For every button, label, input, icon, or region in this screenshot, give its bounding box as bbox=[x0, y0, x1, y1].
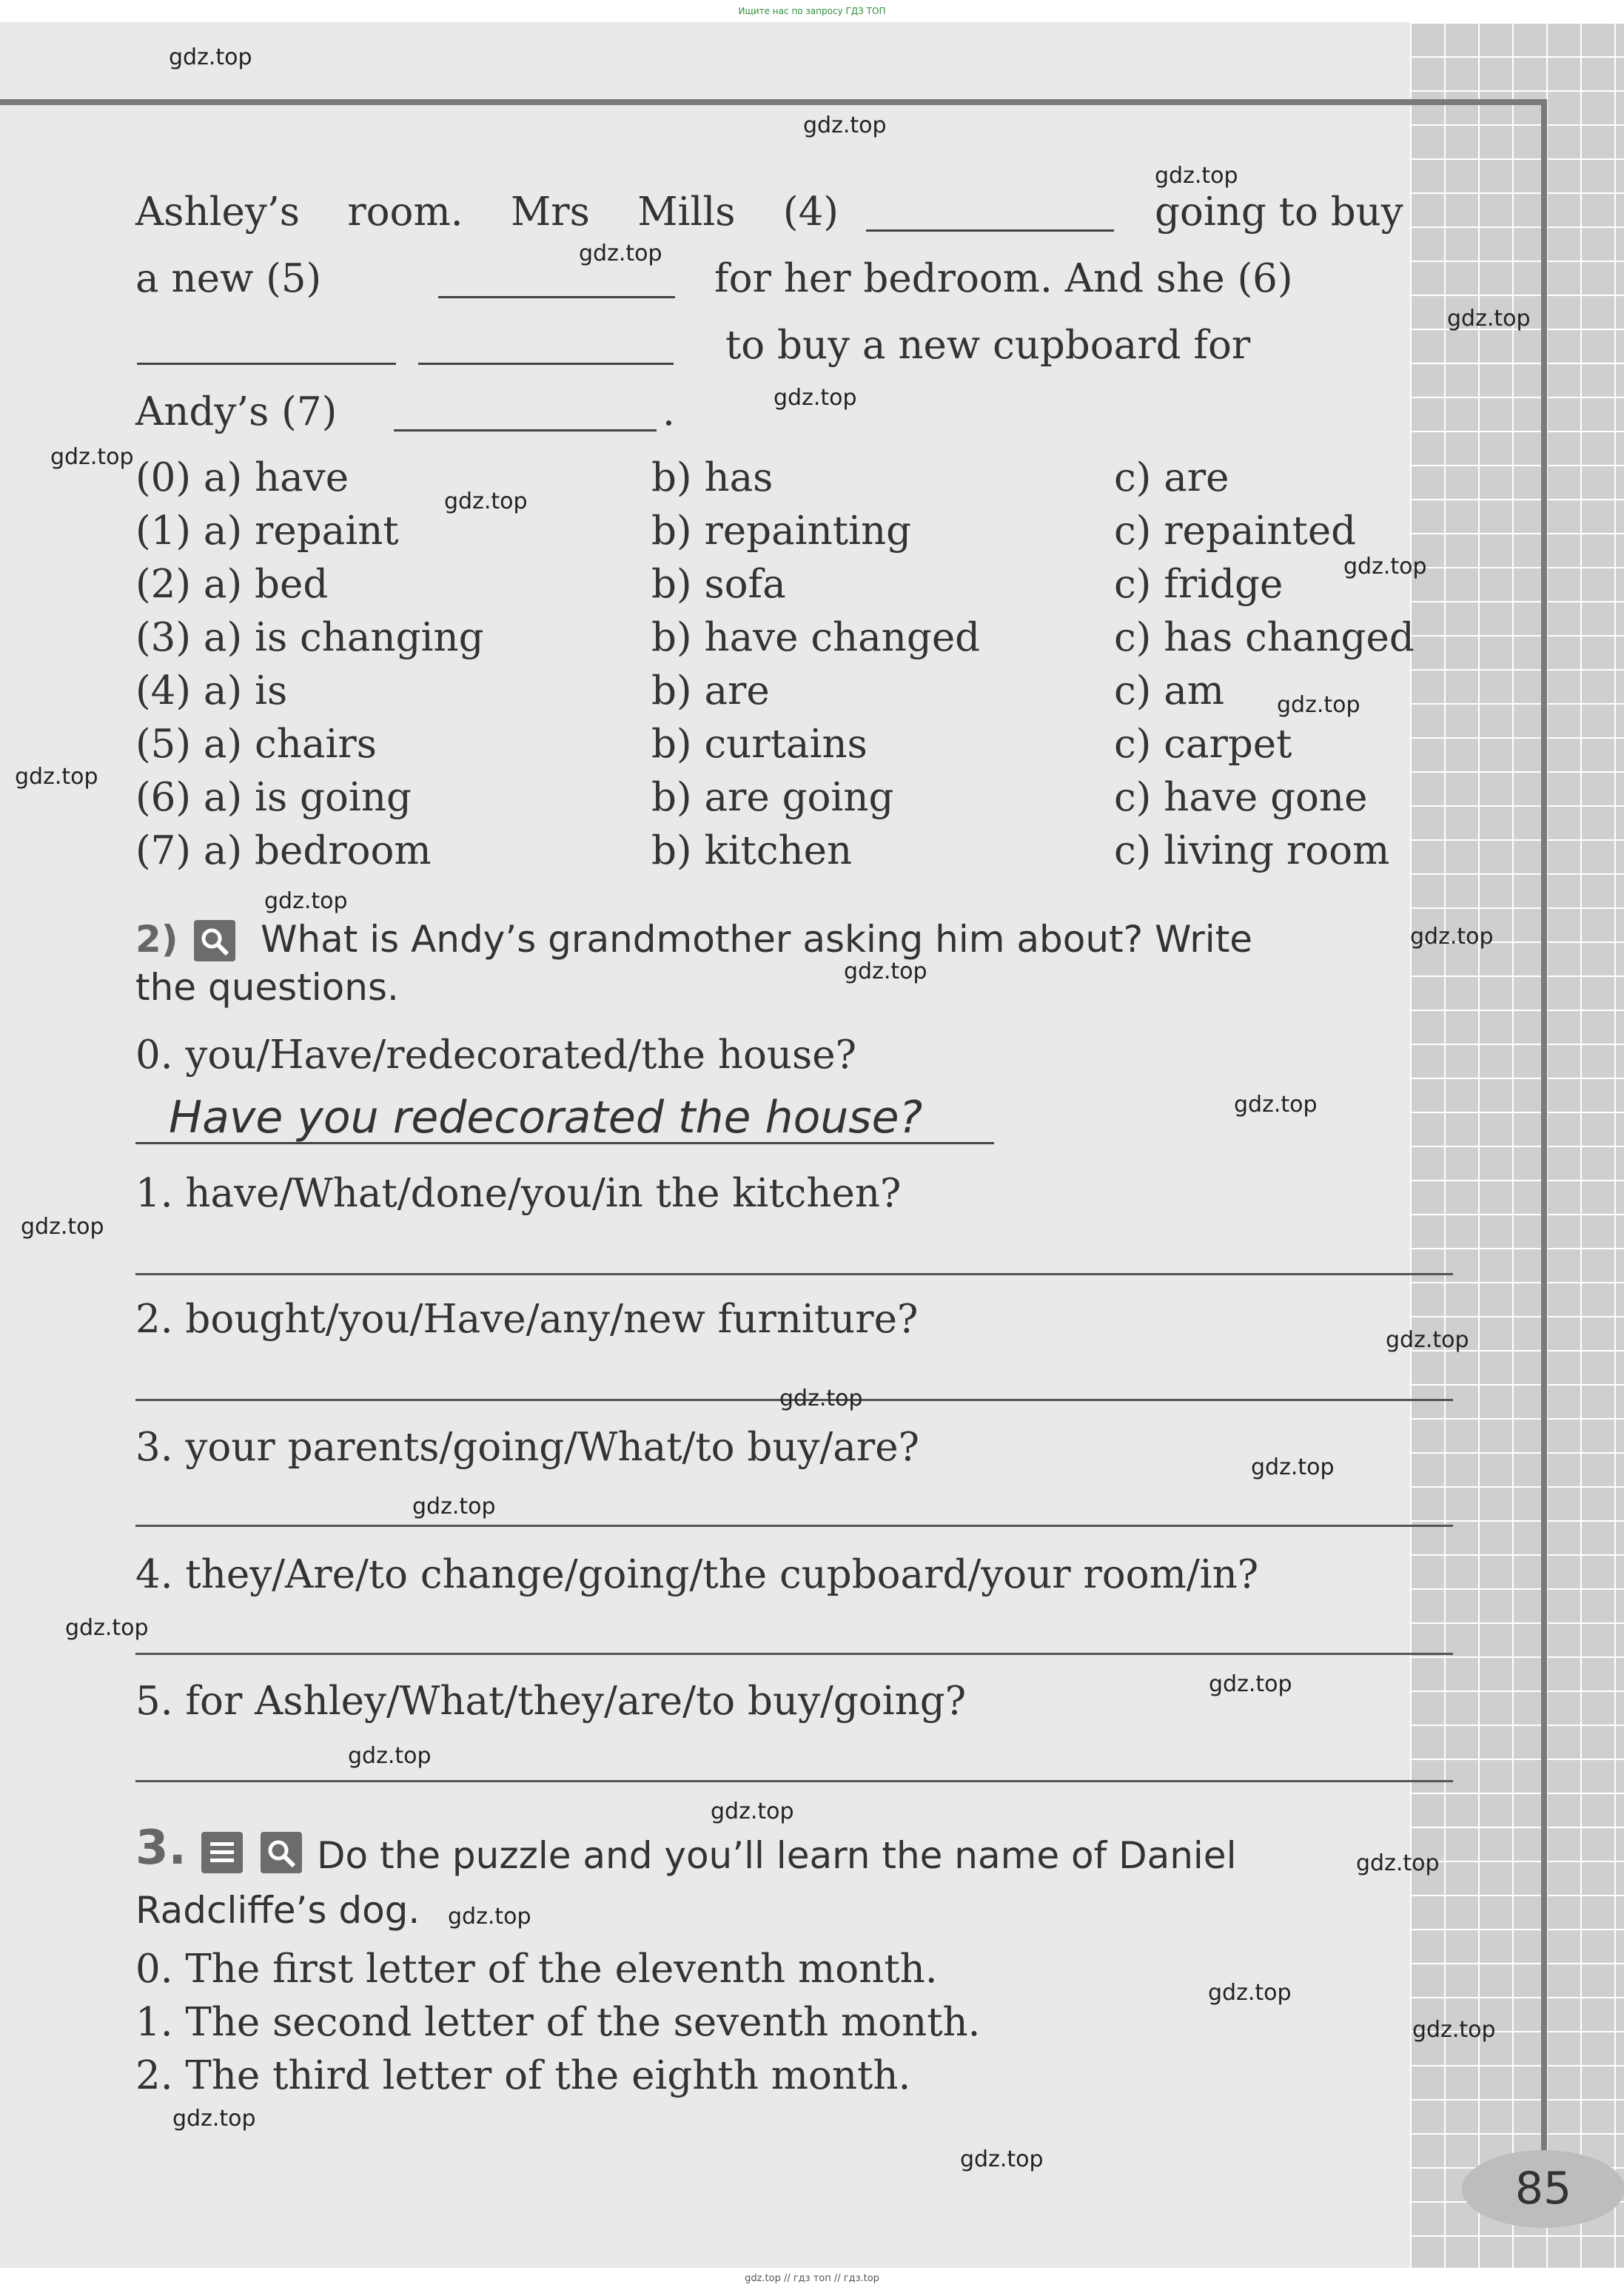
answer-line-1[interactable] bbox=[135, 1273, 1453, 1275]
question-5-prompt: 5. for Ashley/What/they/are/to buy/going? bbox=[135, 1679, 967, 1724]
exercise-2-instruction-cont: the questions. bbox=[135, 966, 399, 1009]
blank-4 bbox=[866, 229, 1114, 232]
watermark: gdz.top bbox=[1343, 554, 1427, 580]
option-6-a: (6) a) is going bbox=[135, 775, 412, 820]
option-4-c: c) am bbox=[1114, 668, 1225, 713]
question-1-prompt: 1. have/What/done/you/in the kitchen? bbox=[135, 1171, 902, 1216]
watermark: gdz.top bbox=[169, 44, 252, 70]
question-2-prompt: 2. bought/you/Have/any/new furniture? bbox=[135, 1297, 919, 1342]
option-2-b: b) sofa bbox=[651, 562, 786, 607]
option-1-a: (1) a) repaint bbox=[135, 508, 399, 554]
watermark: gdz.top bbox=[65, 1615, 149, 1641]
watermark: gdz.top bbox=[1155, 163, 1238, 189]
option-7-b: b) kitchen bbox=[651, 828, 853, 873]
exercise-3-instruction: Do the puzzle and you’ll learn the name of Daniel bbox=[317, 1834, 1237, 1877]
option-1-b: b) repainting bbox=[651, 508, 912, 554]
passage-end: . bbox=[662, 389, 675, 434]
watermark: gdz.top bbox=[1209, 1671, 1292, 1697]
option-0-b: b) has bbox=[651, 455, 774, 500]
answer-line-3[interactable] bbox=[135, 1525, 1453, 1527]
passage-line-1: Ashley’s room. Mrs Mills (4) bbox=[135, 189, 839, 235]
watermark: gdz.top bbox=[1208, 1980, 1292, 2006]
decorative-grid bbox=[1410, 22, 1624, 2268]
option-2-a: (2) a) bed bbox=[135, 562, 329, 607]
watermark: gdz.top bbox=[803, 113, 887, 138]
clue-0: 0. The first letter of the eleventh month. bbox=[135, 1947, 938, 1992]
watermark: gdz.top bbox=[1386, 1327, 1469, 1353]
exercise-3-number: 3. bbox=[135, 1821, 187, 1876]
option-5-c: c) carpet bbox=[1114, 722, 1292, 767]
passage-line-2-end: for her bedroom. And she (6) bbox=[714, 256, 1293, 301]
watermark: gdz.top bbox=[412, 1494, 496, 1520]
search-icon bbox=[261, 1832, 302, 1873]
option-4-b: b) are bbox=[651, 668, 770, 713]
watermark: gdz.top bbox=[1356, 1850, 1440, 1876]
answer-line-4[interactable] bbox=[135, 1653, 1453, 1655]
option-1-c: c) repainted bbox=[1114, 508, 1357, 554]
exercise-2-number: 2) bbox=[135, 918, 178, 961]
answer-line-5[interactable] bbox=[135, 1780, 1453, 1782]
watermark: gdz.top bbox=[779, 1386, 863, 1411]
watermark: gdz.top bbox=[579, 241, 662, 266]
question-4-prompt: 4. they/Are/to change/going/the cupboard/your room/in? bbox=[135, 1552, 1259, 1597]
option-0-a: (0) a) have bbox=[135, 455, 349, 500]
list-icon bbox=[201, 1832, 243, 1873]
blank-6b bbox=[418, 363, 674, 365]
exercise-2-instruction: What is Andy’s grandmother asking him about? Write bbox=[261, 918, 1253, 961]
option-3-b: b) have changed bbox=[651, 615, 981, 660]
question-3-prompt: 3. your parents/going/What/to buy/are? bbox=[135, 1425, 919, 1470]
passage-line-1-end: going to buy bbox=[1155, 189, 1403, 235]
blank-6a bbox=[137, 363, 396, 365]
watermark: gdz.top bbox=[15, 764, 98, 790]
footer-links bbox=[0, 2268, 1624, 2290]
watermark: gdz.top bbox=[50, 444, 134, 470]
watermark: gdz.top bbox=[1234, 1092, 1318, 1118]
option-4-a: (4) a) is bbox=[135, 668, 288, 713]
passage-line-3: to buy a new cupboard for bbox=[725, 323, 1251, 368]
watermark: gdz.top bbox=[444, 488, 528, 514]
watermark: gdz.top bbox=[448, 1904, 531, 1930]
passage-line-2-start: a new (5) bbox=[135, 256, 322, 301]
question-0-answer: Have you redecorated the house? bbox=[169, 1092, 923, 1144]
watermark: gdz.top bbox=[1447, 306, 1531, 332]
watermark: gdz.top bbox=[1277, 692, 1360, 718]
exercise-3-instruction-cont: Radcliffe’s dog. bbox=[135, 1889, 420, 1932]
clue-2: 2. The third letter of the eighth month. bbox=[135, 2053, 911, 2098]
option-6-c: c) have gone bbox=[1114, 775, 1368, 820]
watermark: gdz.top bbox=[1410, 924, 1494, 950]
watermark: gdz.top bbox=[774, 385, 857, 411]
footer-link-text[interactable]: gdz.top // гдз топ // гдз.top bbox=[745, 2273, 879, 2284]
watermark: gdz.top bbox=[960, 2146, 1044, 2172]
option-7-a: (7) a) bedroom bbox=[135, 828, 432, 873]
watermark: gdz.top bbox=[1251, 1454, 1335, 1480]
page-number: 85 bbox=[1462, 2150, 1624, 2228]
watermark: gdz.top bbox=[264, 888, 348, 914]
watermark: gdz.top bbox=[711, 1799, 794, 1824]
search-hint: Ищите нас по запросу ГДЗ ТОП bbox=[738, 6, 886, 16]
option-2-c: c) fridge bbox=[1114, 562, 1284, 607]
clue-1: 1. The second letter of the seventh month. bbox=[135, 2000, 981, 2045]
option-7-c: c) living room bbox=[1114, 828, 1390, 873]
page-frame-top bbox=[0, 99, 1547, 105]
option-3-a: (3) a) is changing bbox=[135, 615, 484, 660]
watermark: gdz.top bbox=[172, 2106, 256, 2132]
option-6-b: b) are going bbox=[651, 775, 894, 820]
option-0-c: c) are bbox=[1114, 455, 1229, 500]
watermark: gdz.top bbox=[21, 1214, 104, 1240]
watermark: gdz.top bbox=[844, 958, 927, 984]
search-icon bbox=[194, 920, 235, 961]
option-3-c: c) has changed bbox=[1114, 615, 1415, 660]
watermark: gdz.top bbox=[1412, 2017, 1496, 2043]
top-banner bbox=[0, 0, 1624, 22]
page-frame-right bbox=[1541, 99, 1547, 2183]
option-5-a: (5) a) chairs bbox=[135, 722, 377, 767]
option-5-b: b) curtains bbox=[651, 722, 868, 767]
blank-5 bbox=[438, 296, 675, 298]
passage-line-4: Andy’s (7) bbox=[135, 389, 338, 434]
blank-7 bbox=[394, 429, 657, 432]
question-0-prompt: 0. you/Have/redecorated/the house? bbox=[135, 1032, 857, 1078]
watermark: gdz.top bbox=[348, 1743, 432, 1769]
answer-line-0 bbox=[135, 1142, 994, 1144]
